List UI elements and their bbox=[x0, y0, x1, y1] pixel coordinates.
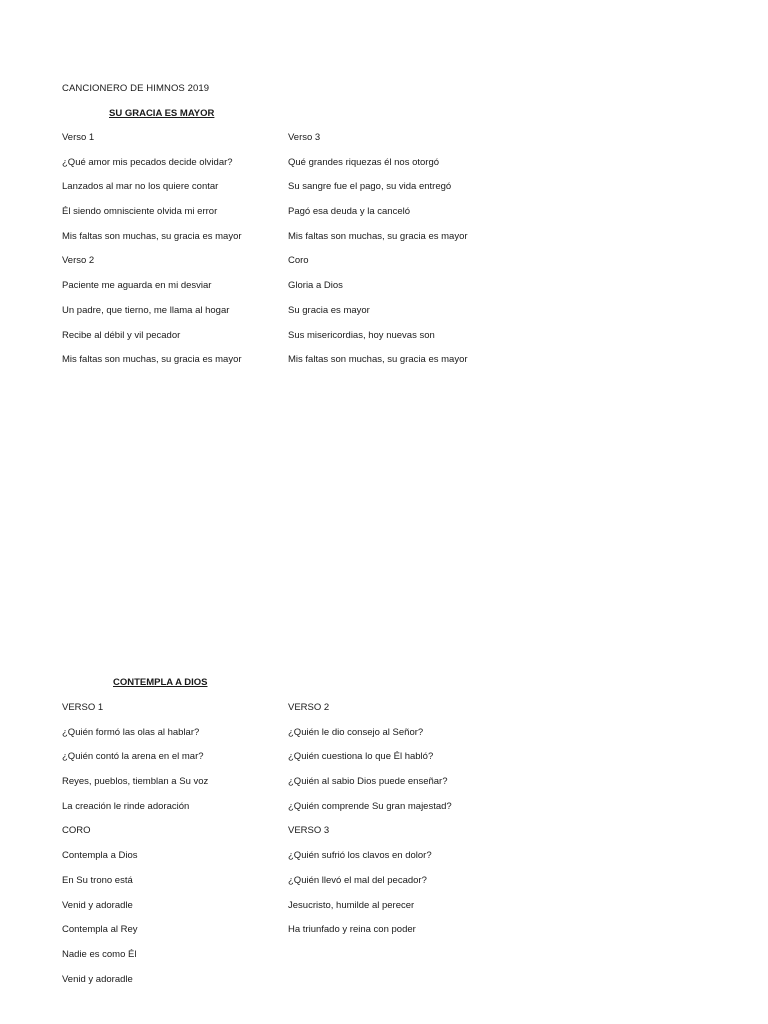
lyric-line: Mis faltas son muchas, su gracia es mayor bbox=[62, 230, 242, 242]
lyric-line: Verso 3 bbox=[288, 132, 321, 143]
lyric-line: Sus misericordias, hoy nuevas son bbox=[288, 329, 435, 341]
lyric-line: VERSO 3 bbox=[288, 825, 330, 837]
lyrics-column-left bbox=[62, 702, 282, 998]
lyric-line: Mis faltas son muchas, su gracia es mayor bbox=[288, 230, 468, 242]
lyric-line: VERSO 1 bbox=[62, 702, 104, 713]
lyric-line: ¿Quién llevó el mal del pecador? bbox=[288, 874, 427, 886]
lyric-line: CORO bbox=[62, 825, 91, 837]
lyric-line: Gloria a Dios bbox=[288, 280, 343, 292]
lyric-line: Contempla a Dios bbox=[62, 850, 138, 862]
song-title: CONTEMPLA A DIOS bbox=[113, 677, 208, 688]
lyrics-column-left bbox=[62, 132, 282, 379]
lyric-line: Coro bbox=[288, 255, 309, 267]
lyric-line: Mis faltas son muchas, su gracia es mayor bbox=[62, 354, 242, 366]
lyrics-column-right bbox=[288, 132, 508, 379]
song-title: SU GRACIA ES MAYOR bbox=[109, 108, 215, 119]
lyric-line: ¿Quién comprende Su gran majestad? bbox=[288, 800, 452, 812]
lyric-line: Un padre, que tierno, me llama al hogar bbox=[62, 304, 230, 316]
lyric-line: Él siendo omnisciente olvida mi error bbox=[62, 206, 218, 218]
lyric-line: Ha triunfado y reina con poder bbox=[288, 924, 416, 936]
lyric-line: ¿Quién cuestiona lo que Él habló? bbox=[288, 751, 434, 763]
lyric-line: ¿Quién contó la arena en el mar? bbox=[62, 751, 204, 763]
lyric-line: Lanzados al mar no los quiere contar bbox=[62, 181, 219, 193]
lyric-line: ¿Qué amor mis pecados decide olvidar? bbox=[62, 156, 233, 168]
lyric-line: Nadie es como Él bbox=[62, 948, 137, 960]
lyric-line: La creación le rinde adoración bbox=[62, 800, 190, 812]
lyrics-column-right bbox=[288, 702, 508, 949]
lyric-line: Verso 1 bbox=[62, 132, 95, 143]
lyric-line: Venid y adoradle bbox=[62, 973, 133, 985]
lyric-line: ¿Quién al sabio Dios puede enseñar? bbox=[288, 776, 448, 788]
lyric-line: ¿Quién sufrió los clavos en dolor? bbox=[288, 850, 432, 862]
lyric-line: Contempla al Rey bbox=[62, 924, 138, 936]
lyric-line: Qué grandes riquezas él nos otorgó bbox=[288, 156, 440, 168]
lyric-line: Reyes, pueblos, tiemblan a Su voz bbox=[62, 776, 209, 788]
lyric-line: Pagó esa deuda y la canceló bbox=[288, 206, 411, 218]
lyric-line: Jesucristo, humilde al perecer bbox=[288, 899, 415, 911]
lyric-line: Mis faltas son muchas, su gracia es mayor bbox=[288, 354, 468, 366]
lyric-line: Su gracia es mayor bbox=[288, 304, 370, 316]
lyric-line: Venid y adoradle bbox=[62, 899, 133, 911]
lyric-line: Su sangre fue el pago, su vida entregó bbox=[288, 181, 452, 193]
lyric-line: ¿Quién formó las olas al hablar? bbox=[62, 726, 200, 738]
lyric-line: Verso 2 bbox=[62, 255, 95, 267]
lyric-line: Paciente me aguarda en mi desviar bbox=[62, 280, 212, 292]
lyric-line: ¿Quién le dio consejo al Señor? bbox=[288, 726, 424, 738]
lyric-line: VERSO 2 bbox=[288, 702, 330, 713]
document-header: CANCIONERO DE HIMNOS 2019 bbox=[62, 83, 210, 94]
lyric-line: En Su trono está bbox=[62, 874, 133, 886]
lyric-line: Recibe al débil y vil pecador bbox=[62, 329, 181, 341]
